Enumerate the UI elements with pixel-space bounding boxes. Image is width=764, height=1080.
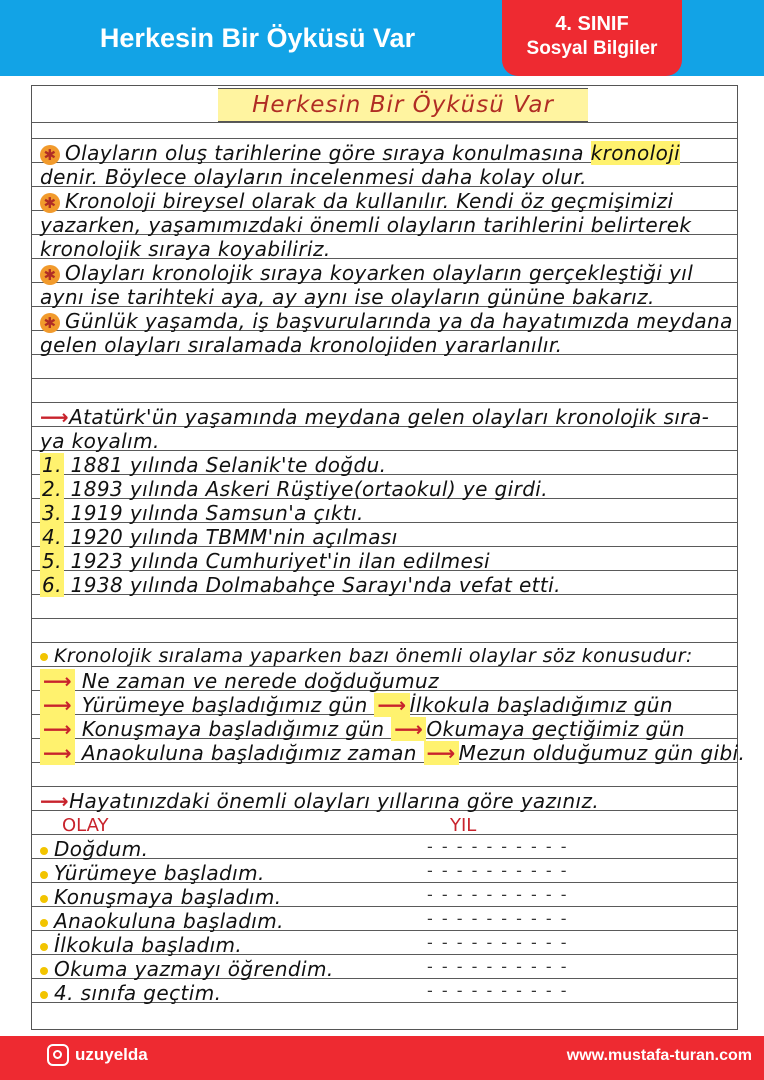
life-event-row: Yürümeye başladım. (40, 861, 265, 885)
website-link[interactable]: www.mustafa-turan.com (566, 1047, 752, 1064)
ataturk-event: 5. 1923 yılında Cumhuriyet'in ilan edilmesi (42, 549, 491, 573)
important-item: ⟶ Anaokuluna başladığımız zaman ⟶ Mezun olduğumuz gün gibi. (40, 741, 745, 765)
ataturk-intro-cont: ya koyalım. (40, 429, 160, 453)
paragraph-line: ✱ Olayları kronolojik sıraya koyarken olayların gerçekleştiği yıl (40, 261, 693, 285)
task-intro: ⟶Hayatınızdaki önemli olayları yıllarına göre yazınız. (40, 789, 600, 813)
life-event-row: İlkokula başladım. (40, 933, 242, 957)
kronoloji-highlight: kronoloji (590, 141, 681, 165)
grade-badge (502, 0, 682, 76)
arrow-icon: ⟶ (40, 789, 70, 813)
paragraph-line: gelen olayları sıralamada kronolojiden yararlanılır. (40, 333, 563, 357)
star-bullet-icon: ✱ (40, 145, 60, 165)
star-bullet-icon: ✱ (40, 193, 60, 213)
life-event-row: Doğdum. (40, 837, 148, 861)
important-item: ⟶ Ne zaman ve nerede doğduğumuz (40, 669, 439, 693)
column-header-year: YIL (450, 815, 477, 836)
ataturk-event: 1. 1881 yılında Selanik'te doğdu. (42, 453, 387, 477)
arrow-icon: ⟶ (40, 693, 75, 717)
important-intro: Kronolojik sıralama yaparken bazı önemli olaylar söz konusudur: (40, 645, 693, 667)
arrow-icon: ⟶ (424, 741, 459, 765)
notebook-paper (31, 85, 746, 1030)
life-event-row: Konuşmaya başladım. (40, 885, 281, 909)
ataturk-event: 4. 1920 yılında TBMM'nin açılması (42, 525, 398, 549)
important-item: ⟶ Konuşmaya başladığımız gün ⟶ Okumaya geçtiğimiz gün (40, 717, 685, 741)
notebook-title-text: Herkesin Bir Öyküsü Var (252, 92, 554, 118)
star-bullet-icon: ✱ (40, 313, 60, 333)
ataturk-event: 3. 1919 yılında Samsun'a çıktı. (42, 501, 364, 525)
subject-label: Sosyal Bilgiler (526, 38, 658, 59)
paragraph-line: ✱ Olayların oluş tarihlerine göre sıraya konulmasına kronoloji (40, 141, 680, 165)
grade-label: 4. SINIF (555, 13, 629, 35)
year-blank[interactable]: - - - - - - - - - - (427, 957, 569, 976)
important-item: ⟶ Yürümeye başladığımız gün ⟶ İlkokula başladığımız gün (40, 693, 673, 717)
arrow-icon: ⟶ (374, 693, 409, 717)
year-blank[interactable]: - - - - - - - - - - (427, 933, 569, 952)
paragraph-line: denir. Böylece olayların incelenmesi daha kolay olur. (40, 165, 587, 189)
year-blank[interactable]: - - - - - - - - - - (427, 885, 569, 904)
year-blank[interactable]: - - - - - - - - - - (427, 861, 569, 880)
bullet-dot-icon (40, 967, 48, 975)
bullet-dot-icon (40, 991, 48, 999)
star-bullet-icon: ✱ (40, 265, 60, 285)
column-header-event: OLAY (62, 815, 109, 836)
arrow-icon: ⟶ (40, 717, 75, 741)
footer-bar (0, 1036, 764, 1080)
arrow-icon: ⟶ (40, 405, 70, 429)
life-event-row: Okuma yazmayı öğrendim. (40, 957, 334, 981)
ataturk-event: 6. 1938 yılında Dolmabahçe Sarayı'nda vefat etti. (42, 573, 561, 597)
arrow-icon: ⟶ (40, 669, 75, 693)
instagram-icon (47, 1044, 69, 1066)
year-blank[interactable]: - - - - - - - - - - (427, 909, 569, 928)
notebook-title (218, 88, 588, 122)
ataturk-event: 2. 1893 yılında Askeri Rüştiye(ortaokul) ye girdi. (42, 477, 549, 501)
bullet-dot-icon (40, 847, 48, 855)
paragraph-line: ✱ Günlük yaşamda, iş başvurularında ya da hayatımızda meydana (40, 309, 733, 333)
paragraph-line: yazarken, yaşamımızdaki önemli olayların tarihlerini belirterek (40, 213, 692, 237)
bullet-dot-icon (40, 919, 48, 927)
year-blank[interactable]: - - - - - - - - - - (427, 837, 569, 856)
instagram-handle[interactable] (47, 1044, 148, 1066)
life-event-row: Anaokuluna başladım. (40, 909, 284, 933)
bullet-dot-icon (40, 943, 48, 951)
page-title: Herkesin Bir Öyküsü Var (99, 22, 416, 53)
paragraph-line: kronolojik sıraya koyabiliriz. (40, 237, 331, 261)
instagram-label: uzuyelda (75, 1045, 148, 1064)
arrow-icon: ⟶ (40, 741, 75, 765)
arrow-icon: ⟶ (391, 717, 426, 741)
bullet-dot-icon (40, 653, 48, 661)
bullet-dot-icon (40, 871, 48, 879)
ataturk-intro: ⟶Atatürk'ün yaşamında meydana gelen olayları kronolojik sıra- (40, 405, 710, 429)
header-bar (0, 0, 764, 76)
year-blank[interactable]: - - - - - - - - - - (427, 981, 569, 1000)
bullet-dot-icon (40, 895, 48, 903)
paragraph-line: aynı ise tarihteki aya, ay aynı ise olayların gününe bakarız. (40, 285, 655, 309)
paragraph-line: ✱ Kronoloji bireysel olarak da kullanılır. Kendi öz geçmişimizi (40, 189, 673, 213)
life-event-row: 4. sınıfa geçtim. (40, 981, 221, 1005)
